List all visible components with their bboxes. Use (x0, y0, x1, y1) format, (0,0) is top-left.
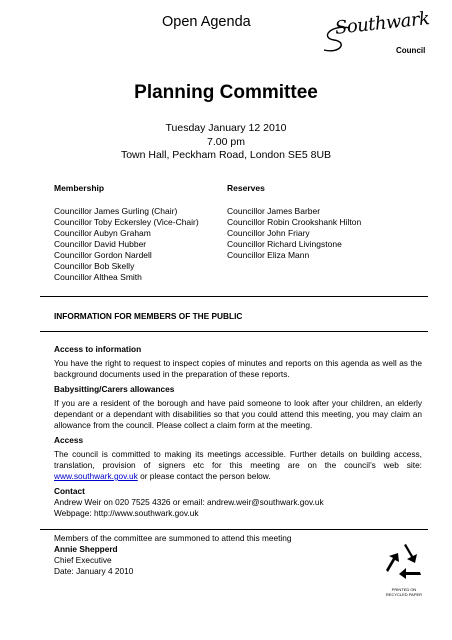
list-item: Councillor Robin Crookshank Hilton (227, 217, 362, 227)
access-info-text: You have the right to request to inspect copies of minutes and reports on this agenda as well as the background documents used in the preparation of these reports. (54, 358, 422, 379)
southwark-council-logo (318, 8, 438, 64)
webpage-line: Webpage: http://www.southwark.gov.uk (54, 508, 199, 518)
meeting-venue: Town Hall, Peckham Road, London SE5 8UB (120, 149, 332, 161)
divider (40, 331, 428, 332)
meeting-time: 7.00 pm (207, 135, 245, 148)
recycled-paper-badge (384, 542, 424, 597)
divider (40, 529, 428, 530)
list-item: Councillor Althea Smith (54, 272, 142, 282)
membership-heading: Membership (54, 183, 105, 193)
contact-heading: Contact (54, 486, 85, 496)
list-item: Councillor John Friary (227, 228, 310, 238)
chief-executive-name: Annie Shepperd (54, 544, 118, 554)
access-text-part: or please contact the person below. (137, 471, 271, 481)
list-item: Councillor Toby Eckersley (Vice-Chair) (54, 217, 199, 227)
footer-date: Date: January 4 2010 (54, 566, 134, 576)
meeting-details (0, 122, 452, 163)
public-info-body (54, 344, 422, 519)
recycle-icon (384, 542, 424, 580)
list-item: Councillor Eliza Mann (227, 250, 310, 260)
babysitting-text: If you are a resident of the borough and have paid someone to look after your children, an elderly dependant or a dependant with disabilities so that you could attend this meeting, you may claim an allowance from the council. Please collect a claim form at the meeting. (54, 398, 422, 430)
membership-list (54, 206, 199, 283)
footer (54, 533, 354, 577)
access-info-heading: Access to information (54, 344, 142, 354)
list-item: Councillor David Hubber (54, 239, 147, 249)
list-item: Councillor Aubyn Graham (54, 228, 151, 238)
logo-council-text: Council (396, 46, 426, 55)
southwark-website-link[interactable]: www.southwark.gov.uk (54, 471, 138, 481)
access-heading: Access (54, 435, 84, 445)
access-text-part: The council is committed to making its meetings accessible. Further details on building access, translation, provision of signers etc for this meeting are on the council’s web site: (54, 449, 422, 470)
list-item: Councillor James Gurling (Chair) (54, 206, 178, 216)
access-text (54, 449, 422, 482)
list-item: Councillor James Barber (227, 206, 321, 216)
reserves-list (227, 206, 361, 261)
logo-script-text: Southwark (334, 8, 431, 39)
agenda-label: Open Agenda (162, 14, 251, 30)
divider (40, 296, 428, 297)
chief-executive-role: Chief Executive (54, 555, 112, 565)
contact-line: Andrew Weir on 020 7525 4326 or email: andrew.weir@southwark.gov.uk (54, 497, 324, 507)
public-info-heading: INFORMATION FOR MEMBERS OF THE PUBLIC (54, 311, 243, 321)
meeting-date: Tuesday January 12 2010 (165, 122, 287, 134)
list-item: Councillor Gordon Nardell (54, 250, 152, 260)
recycle-label: PRINTED ON RECYCLED PAPER (385, 587, 423, 597)
babysitting-heading: Babysitting/Carers allowances (54, 384, 175, 394)
list-item: Councillor Richard Livingstone (227, 239, 342, 249)
list-item: Councillor Bob Skelly (54, 261, 135, 271)
reserves-heading: Reserves (227, 183, 265, 193)
page-title: Planning Committee (134, 82, 318, 103)
summons-text: Members of the committee are summoned to attend this meeting (54, 533, 292, 543)
